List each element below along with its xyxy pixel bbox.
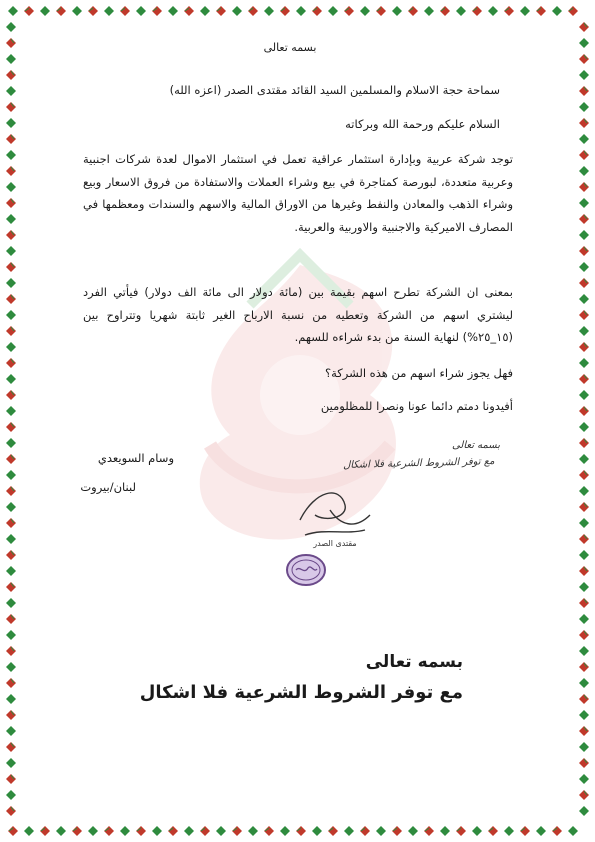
question-paragraph-2: بمعنى ان الشركة تطرح اسهم بقيمة بين (مائة دولار الى مائة الف دولار) فيأتي الفرد ليشتري اسهم من الشركة وتعطيه من نسبة الارباح الغير ثابتة شهريا وتتراوح بين (١٥_٢٥%) لنهاية السنة من بدء شراءه للسهم.: [83, 285, 513, 344]
handwritten-ruling: مع توفر الشروط الشرعية فلا اشكال: [343, 456, 496, 471]
answer-ruling: مع توفر الشروط الشرعية فلا اشكال: [139, 682, 463, 703]
sender-name: وسام السويعدي: [97, 451, 174, 465]
basmala-header: بسمه تعالى: [263, 41, 317, 54]
question-paragraph-1: توجد شركة عربية وبإدارة استثمار عراقية تعمل في استثمار الاموال لعدة شركات اجنبية وعربية متعددة، لبورصة كمتاجرة في بيع وشراء العملات والاستفادة من فروق الاسعار وبيع وشراء الذهب والمعادن والنفط وغيرها من الاوراق المالية والاسهم والسندات ومعظمها في المصارف الاميركية والاجنبية والاوربية والعربية.: [83, 152, 513, 234]
sender-location: لبنان/بيروت: [80, 480, 136, 494]
closing-line: أفيدونا دمتم دائما عونا ونصرا للمظلومين: [320, 399, 513, 413]
greeting-line: السلام عليكم ورحمة الله وبركاته: [345, 117, 500, 131]
answer-heading: بسمه تعالى: [365, 652, 463, 672]
signature: [285, 480, 385, 550]
addressee-line: سماحة حجة الاسلام والمسلمين السيد القائد مقتدى الصدر (اعزه الله): [169, 83, 500, 97]
svg-text:مقتدى الصدر: مقتدى الصدر: [313, 539, 357, 548]
official-seal: [285, 552, 327, 588]
handwritten-basmala: بسمه تعالى: [451, 440, 500, 451]
question-line: فهل يجوز شراء اسهم من هذه الشركة؟: [324, 366, 513, 380]
